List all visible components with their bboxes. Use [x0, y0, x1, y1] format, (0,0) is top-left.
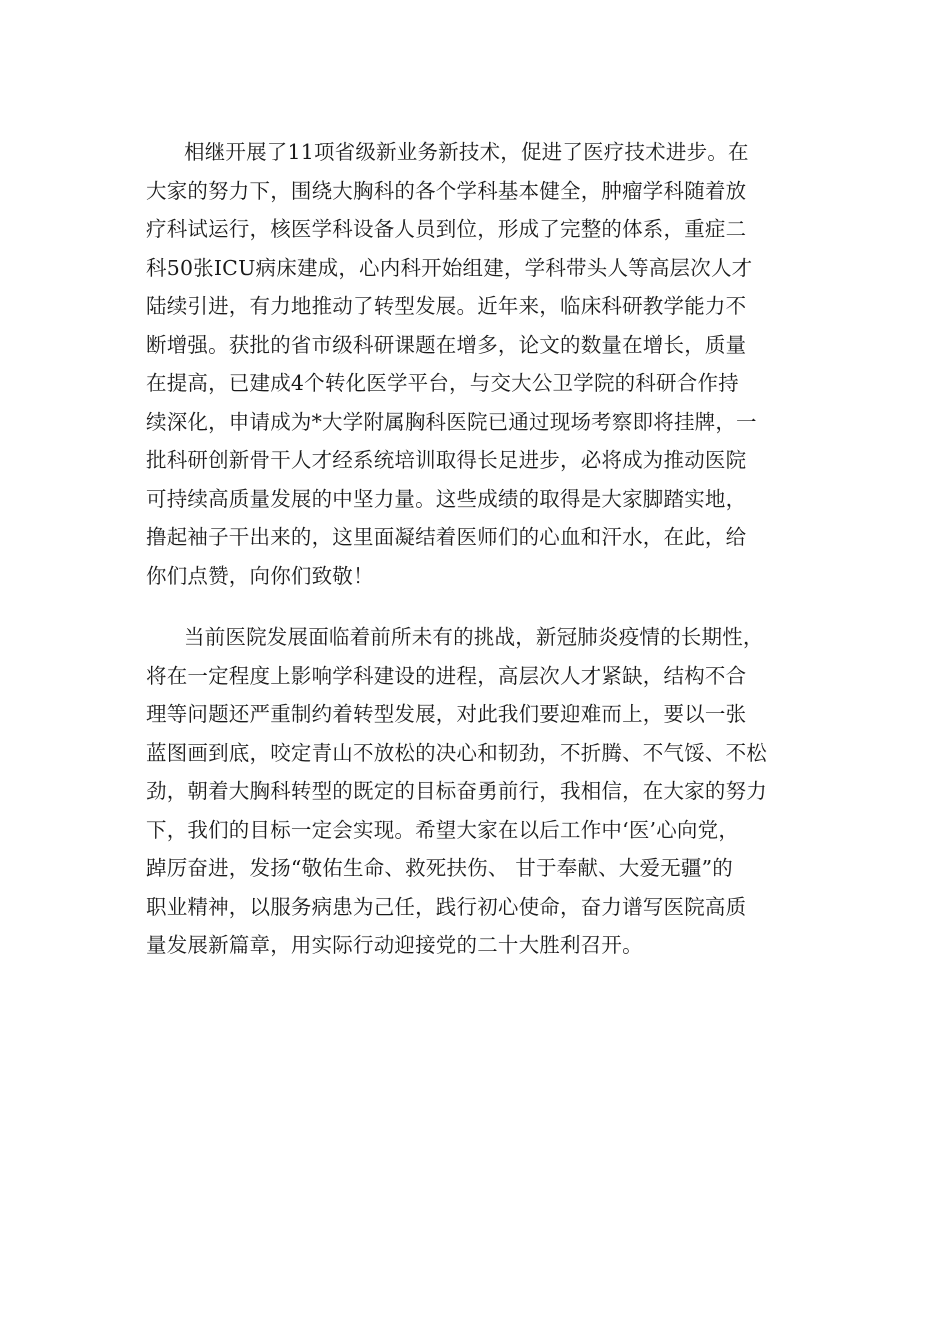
text-line: 疗科试运行，核医学科设备人员到位，形成了完整的体系，重症二 [146, 217, 747, 241]
text-line: 劲，朝着大胸科转型的既定的目标奋勇前行，我相信，在大家的努力 [146, 779, 767, 803]
text-line: 科50张ICU病床建成，心内科开始组建，学科带头人等高层次人才 [146, 255, 753, 280]
text-line: 相继开展了11项省级新业务新技术，促进了医疗技术进步。在 [184, 140, 749, 164]
text-line: 职业精神，以服务病患为己任，践行初心使命，奋力谱写医院高质 [146, 894, 747, 919]
text-line: 踔厉奋进，发扬“敬佑生命、救死扶伤、 甘于奉献、大爱无疆”的 [146, 856, 733, 880]
paragraph-2 [146, 618, 806, 965]
text-line: 陆续引进，有力地推动了转型发展。近年来，临床科研教学能力不 [146, 294, 747, 318]
text-line: 续深化，申请成为*大学附属胸科医院已通过现场考察即将挂牌，一 [146, 409, 757, 434]
text-line: 大家的努力下，围绕大胸科的各个学科基本健全，肿瘤学科随着放 [146, 178, 747, 203]
text-line: 当前医院发展面临着前所未有的挑战，新冠肺炎疫情的长期性， [184, 625, 764, 649]
text-line: 蓝图画到底，咬定青山不放松的决心和韧劲，不折腾、不气馁、不松 [146, 740, 767, 765]
text-line: 下，我们的目标一定会实现。希望大家在以后工作中‘医’心向党， [146, 817, 740, 842]
text-line: 理等问题还严重制约着转型发展，对此我们要迎难而上，要以一张 [146, 702, 747, 726]
text-line: 撸起袖子干出来的，这里面凝结着医师们的心血和汗水，在此，给 [146, 525, 747, 549]
text-line: 批科研创新骨干人才经系统培训取得长足进步，必将成为推动医院 [146, 448, 747, 472]
text-line: 量发展新篇章，用实际行动迎接党的二十大胜利召开。 [146, 933, 643, 957]
text-line: 你们点赞，向你们致敬！ [146, 563, 374, 588]
text-line: 将在一定程度上影响学科建设的进程，高层次人才紧缺，结构不合 [146, 663, 747, 688]
text-line: 在提高，已建成4个转化医学平台，与交大公卫学院的科研合作持 [146, 371, 739, 395]
paragraph-1 [146, 133, 806, 595]
document-body [146, 133, 806, 965]
text-line: 断增强。获批的省市级科研课题在增多，论文的数量在增长，质量 [146, 332, 747, 357]
text-line: 可持续高质量发展的中坚力量。这些成绩的取得是大家脚踏实地， [146, 486, 747, 511]
